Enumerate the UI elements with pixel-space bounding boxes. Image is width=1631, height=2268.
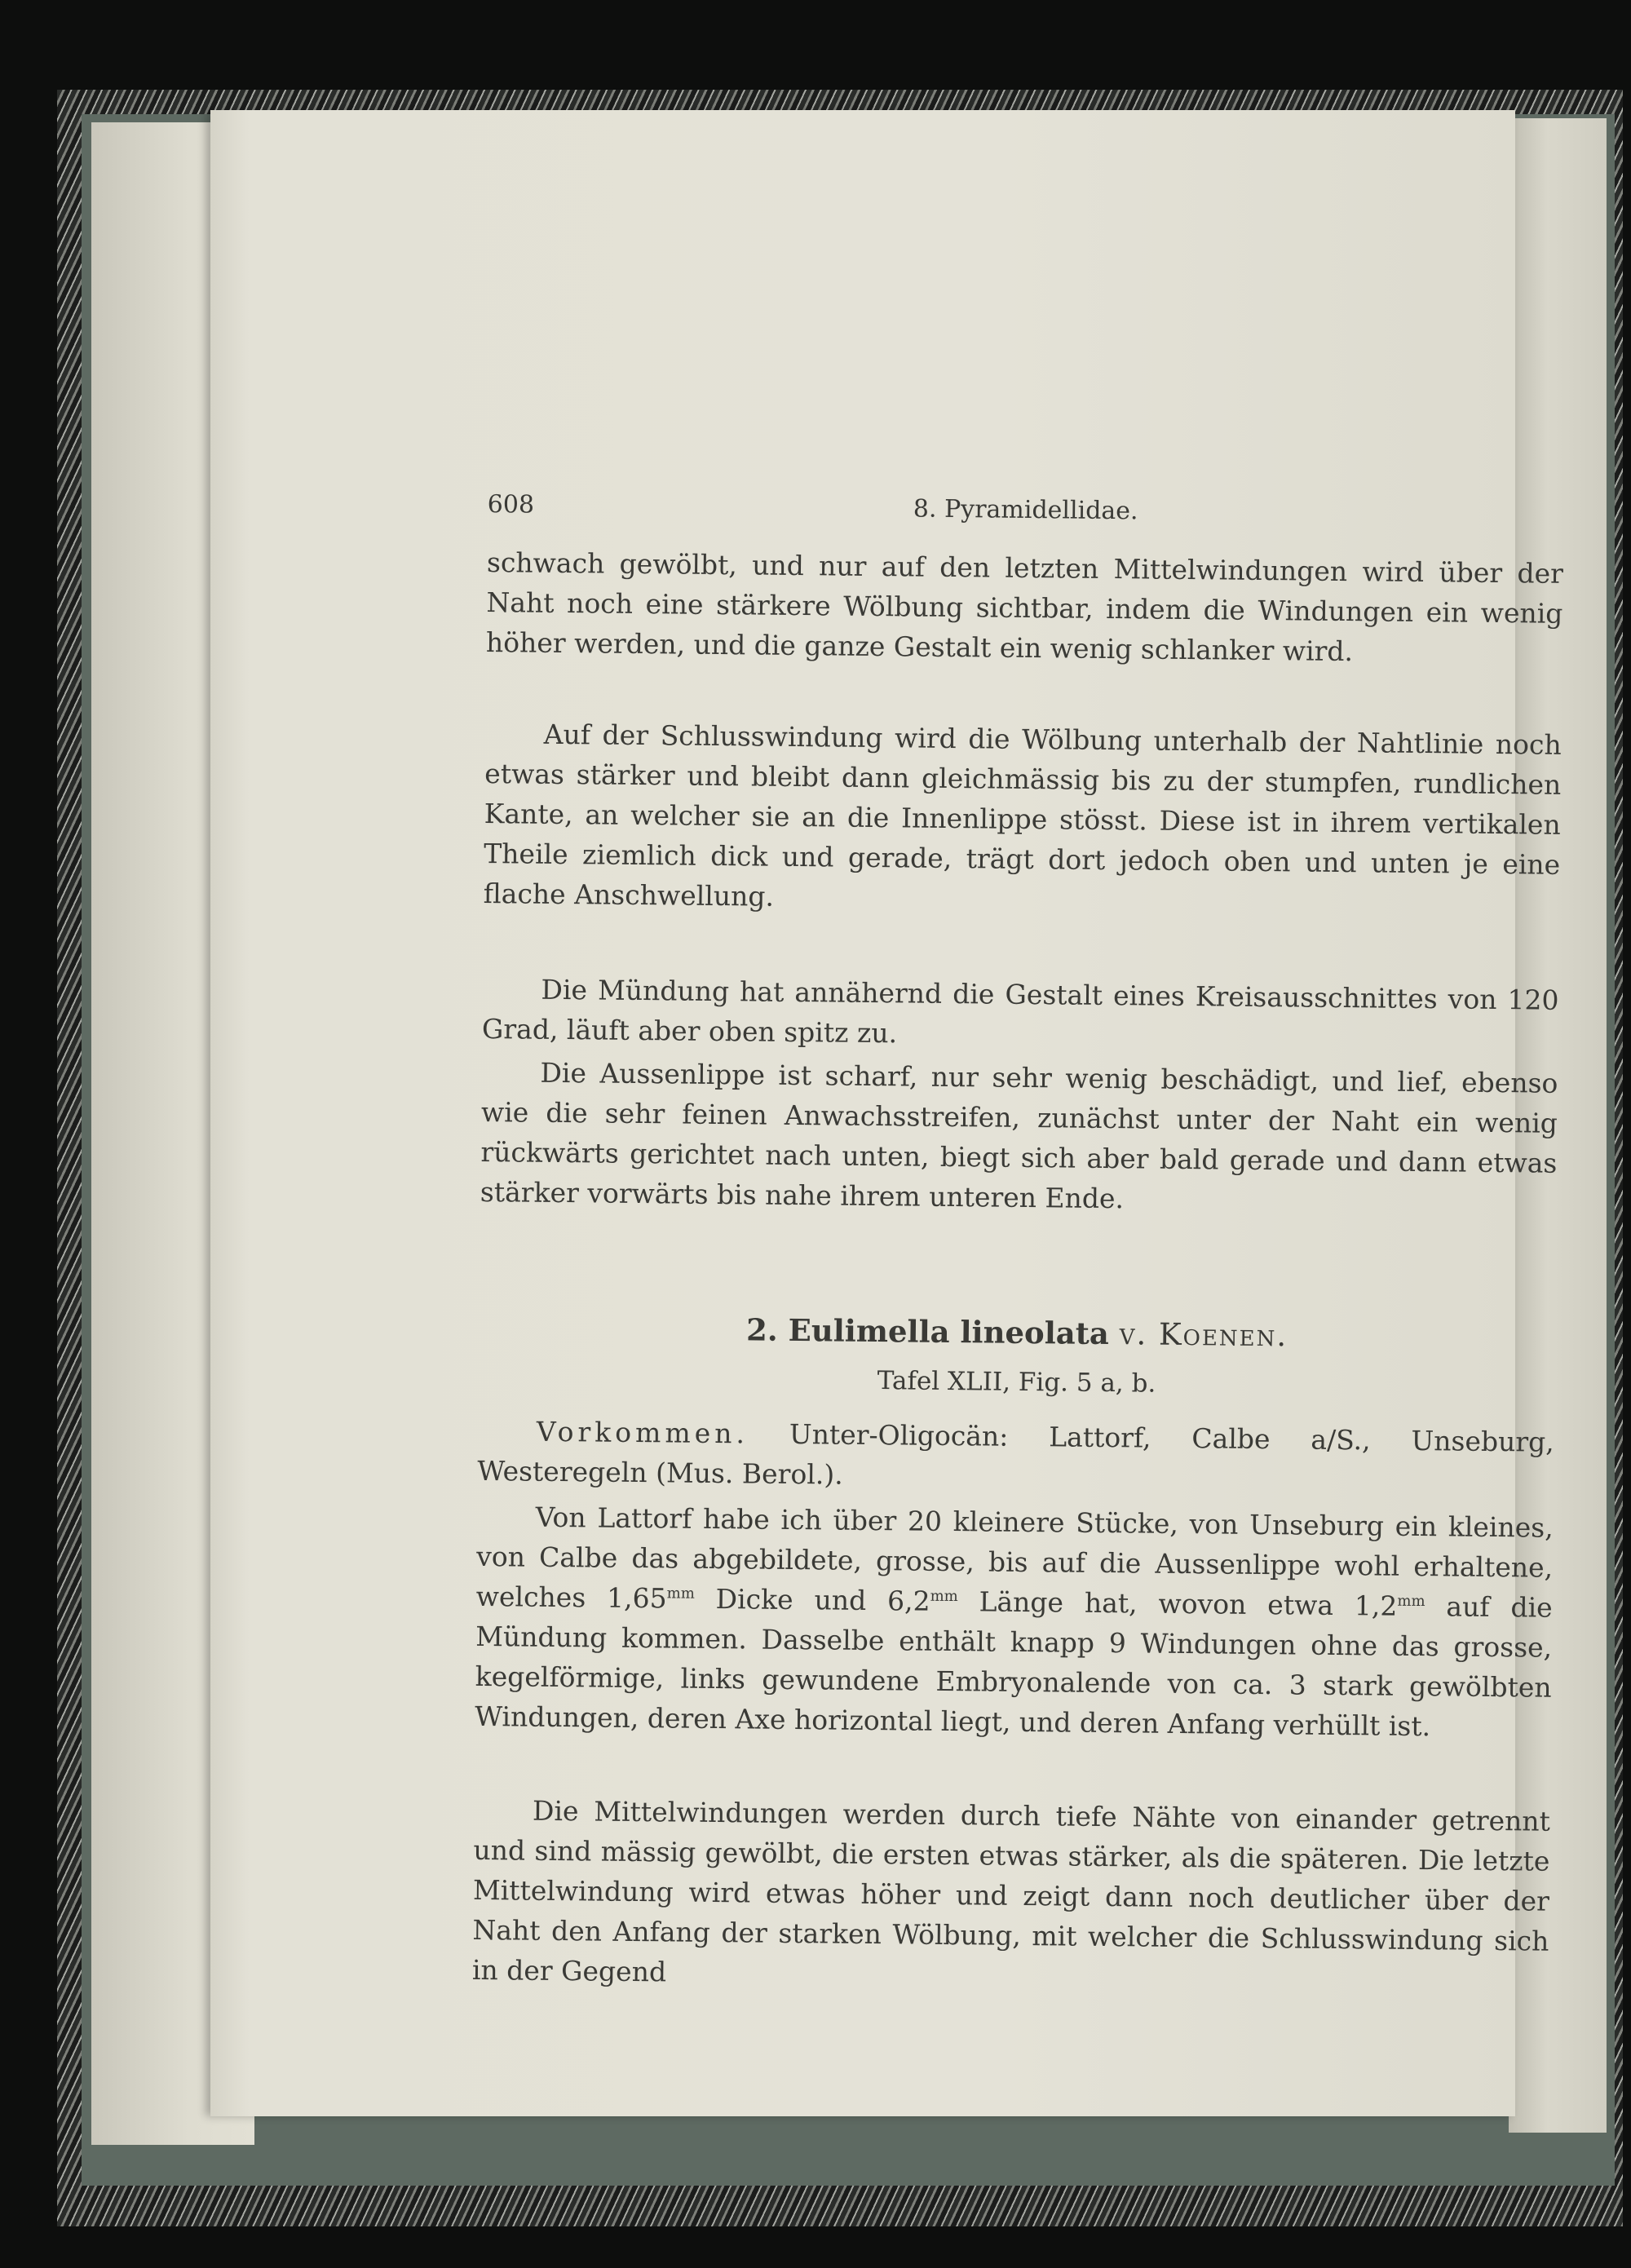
paragraph-3: Die Mündung hat annähernd die Gestalt eines Kreisausschnittes von 120 Grad, läuft aber oben spitz zu. [481, 973, 1559, 1050]
book-page [210, 110, 1564, 2116]
unit-mm-3: mm [1397, 1592, 1425, 1611]
species-heading [479, 1309, 1555, 1356]
page-text-block [471, 485, 1564, 1988]
description-paragraph-2: Die Mittelwindungen werden durch tiefe Nähte von einander getrennt und sind mässig gewölbt, die ersten etwas stärker, als die späteren. Die letzte Mittelwindung wird etwas höher und zeigt dann noch deutlicher über der Naht den Anfang der starken Wölbung, mit welcher die Schlusswindung sich in der Gegend [471, 1794, 1551, 1988]
desc-part-4: auf die Mündung kommen. Dasselbe enthält knapp 9 Windungen ohne das grosse, kegelförmige, links gewundene Embryonalende von ca. 3 stark gewölbten Windungen, deren Axe horizontal liegt, und deren Anfang verhüllt ist. [474, 1590, 1553, 1743]
desc-part-2: Dicke und 6,2 [694, 1582, 930, 1617]
unit-mm-2: mm [930, 1587, 958, 1606]
occurrence-text: Unter-Oligocän: Lattorf, Calbe a/S., Unseburg, Westeregeln (Mus. Berol.). [477, 1417, 1554, 1491]
paragraph-4: Die Aussenlippe ist scharf, nur sehr wenig beschädigt, und lief, ebenso wie die sehr feinen Anwachsstreifen, zunächst unter der Naht ein wenig rückwärts gerichtet nach unten, biegt sich aber bald gerade und dann etwas stärker vorwärts bis nahe ihrem unteren Ende. [480, 1056, 1558, 1215]
running-title: 8. Pyramidellidae. [913, 494, 1138, 526]
occurrence-label: Vorkommen. [536, 1415, 749, 1450]
unit-mm-1: mm [666, 1585, 695, 1603]
page-number: 608 [487, 489, 535, 519]
occurrence-paragraph [477, 1411, 1554, 1502]
paragraph-2: Auf der Schlusswindung wird die Wölbung unterhalb der Nahtlinie noch etwas stärker und bleibt dann gleichmässig bis zu der stumpfen, rundlichen Kante, an welcher sie an die Innenlippe stösst. Diese ist in ihrem vertikalen Theile ziemlich dick und gerade, trägt dort jedoch oben und unten je eine flache Anschwellung. [483, 718, 1562, 913]
species-author: v. Koenen. [1119, 1316, 1288, 1354]
running-head [487, 485, 1563, 537]
desc-part-3: Länge hat, wovon etwa 1,2 [957, 1585, 1398, 1622]
species-title: 2. Eulimella lineolata [745, 1311, 1110, 1352]
paragraph-1: schwach gewölbt, und nur auf den letzten Mittelwindungen wird über der Naht noch eine stärkere Wölbung sichtbar, indem die Windungen ein wenig höher werden, und die ganze Gestalt ein wenig schlanker wird. [485, 546, 1564, 668]
plate-reference: Tafel XLII, Fig. 5 a, b. [877, 1366, 1156, 1399]
desc-part-1: Von Lattorf habe ich über 20 kleinere Stücke, von Unseburg ein kleines, von Calbe das abgebildete, grosse, bis auf die Aussenlippe wohl erhaltene, welches 1,65 [475, 1501, 1554, 1615]
description-paragraph-1 [475, 1497, 1554, 1748]
